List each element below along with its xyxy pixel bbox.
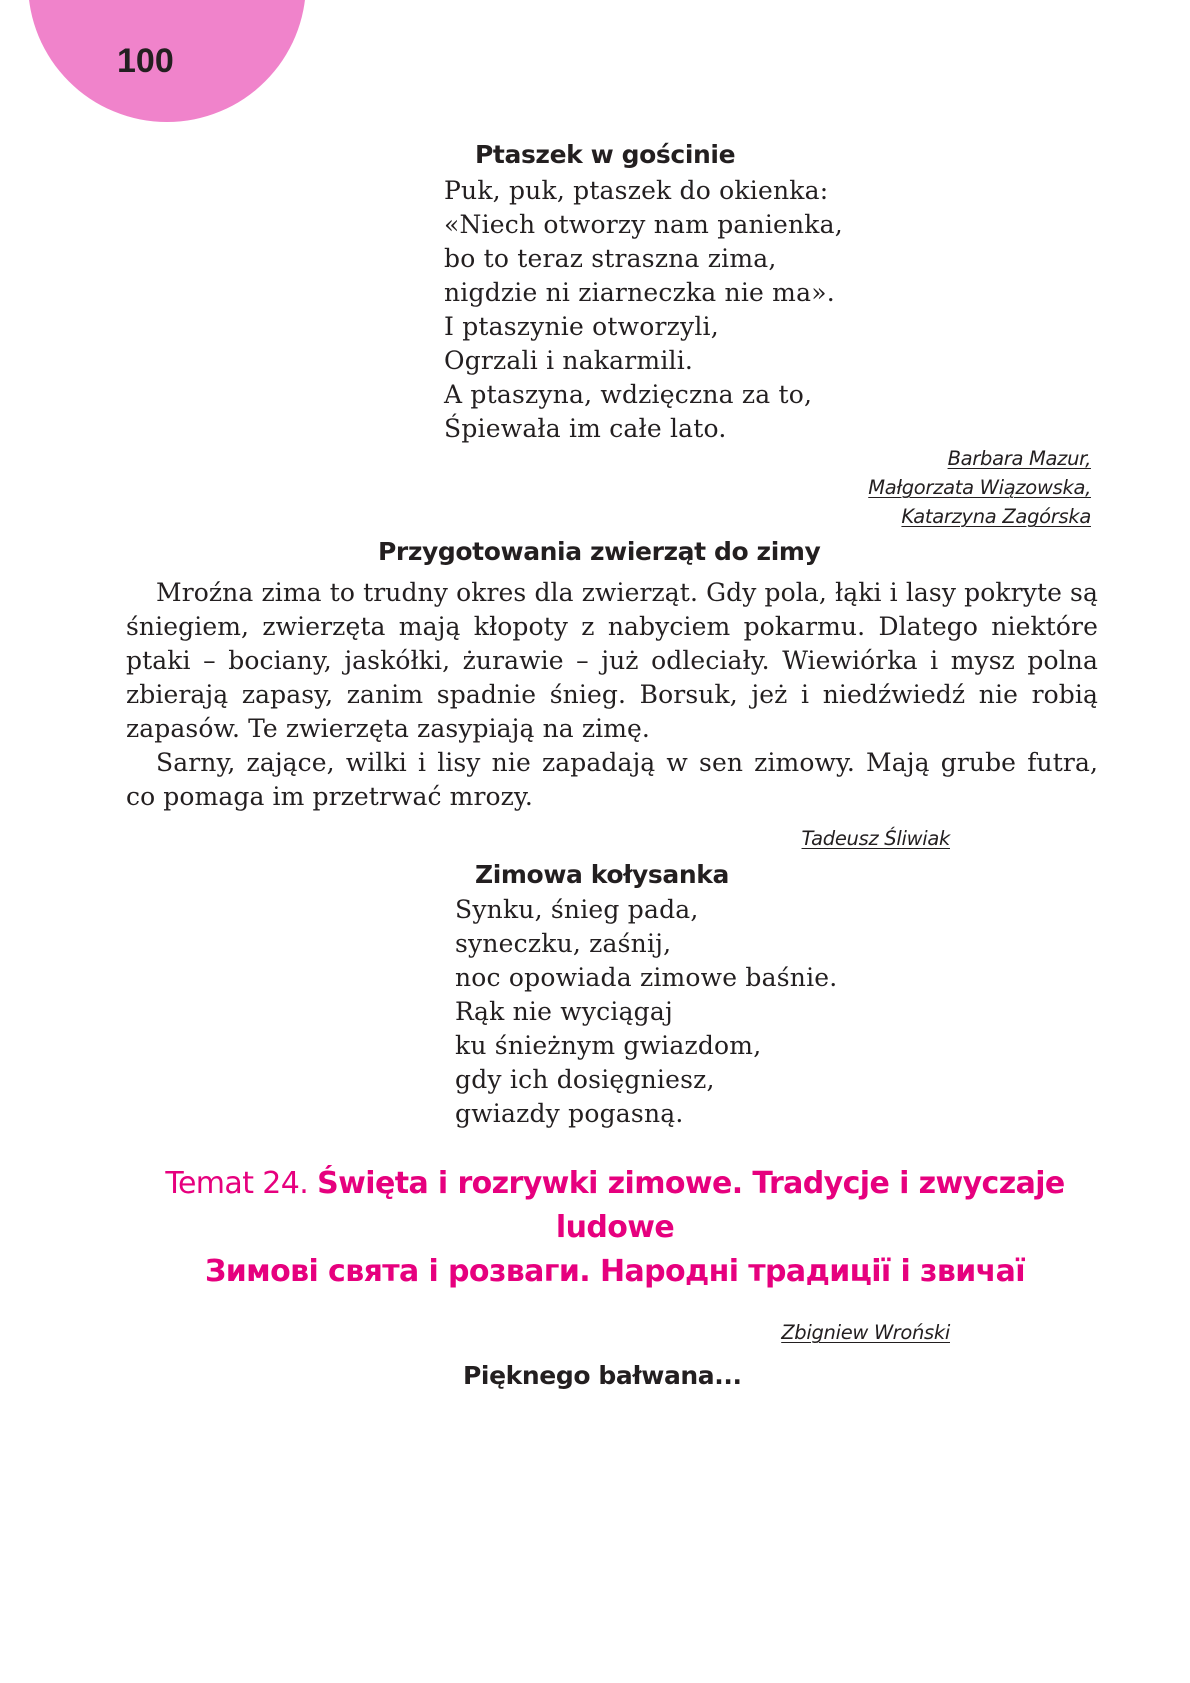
author-name: Małgorzata Wiązowska, <box>868 476 1091 499</box>
author-name: Katarzyna Zagórska <box>901 505 1091 528</box>
poem-line: syneczku, zaśnij, <box>455 929 672 958</box>
poem-line: «Niech otworzy nam panienka, <box>444 210 843 239</box>
poem-line: nigdzie ni ziarneczka nie ma». <box>444 278 835 307</box>
poem-ptaszek-authors <box>868 444 1091 531</box>
topic-title-ua: Зимові свята і розваги. Народні традиції і звичаї <box>205 1254 1025 1289</box>
poem-ptaszek-body <box>444 174 843 446</box>
poem-line: A ptaszyna, wdzięczna za to, <box>444 380 813 409</box>
topic-title-line2: ludowe <box>555 1210 675 1245</box>
poem-line: Rąk nie wyciągaj <box>455 997 673 1026</box>
poem-title-balwan: Pięknego bałwana... <box>463 1361 742 1390</box>
poem-line: Puk, puk, ptaszek do okienka: <box>444 176 829 205</box>
article-title: Przygotowania zwierząt do zimy <box>378 537 821 566</box>
article-paragraph: Sarny, zające, wilki i lisy nie zapadają w sen zimowy. Mają grube futra, co pomaga im przetrwać mrozy. <box>126 748 1098 811</box>
article-paragraph: Mroźna zima to trudny okres dla zwierząt. Gdy pola, łąki i lasy pokryte są śniegiem, zwierzęta mają kłopoty z nabyciem pokarmu. Dlatego niektóre ptaki – bociany, jaskółki, żurawie – już odleciały. Wiewiórka i mysz polna zbierają zapasy, zanim spadnie śnieg. Borsuk, jeż i niedźwiedź nie robią zapasów. Te zwierzęta zasypiają na zimę. <box>126 578 1098 743</box>
topic-heading <box>100 1162 1130 1294</box>
poem-line: noc opowiada zimowe baśnie. <box>455 963 838 992</box>
author-name: Tadeusz Śliwiak <box>801 827 950 850</box>
author-name: Barbara Mazur, <box>947 447 1091 470</box>
poem-line: gwiazdy pogasną. <box>455 1099 684 1128</box>
topic-label: Temat 24. <box>165 1166 309 1201</box>
poem-line: gdy ich dosięgniesz, <box>455 1065 715 1094</box>
poem-line: bo to teraz straszna zima, <box>444 244 777 273</box>
poem-line: I ptaszynie otworzyli, <box>444 312 719 341</box>
poem-title-ptaszek: Ptaszek w gościnie <box>475 140 736 169</box>
poem-line: Synku, śnieg pada, <box>455 895 699 924</box>
page-number: 100 <box>117 42 174 80</box>
author-name: Zbigniew Wroński <box>781 1321 950 1344</box>
poem-kolysanka-body <box>455 893 837 1131</box>
poem-balwan-author <box>781 1318 950 1347</box>
article-author <box>802 824 950 853</box>
article-body <box>126 576 1098 814</box>
poem-line: Ogrzali i nakarmili. <box>444 346 694 375</box>
poem-line: ku śnieżnym gwiazdom, <box>455 1031 762 1060</box>
poem-title-kolysanka: Zimowa kołysanka <box>475 860 729 889</box>
topic-title-line1: Święta i rozrywki zimowe. Tradycje i zwyczaje <box>317 1166 1065 1201</box>
poem-line: Śpiewała im całe lato. <box>444 414 727 443</box>
